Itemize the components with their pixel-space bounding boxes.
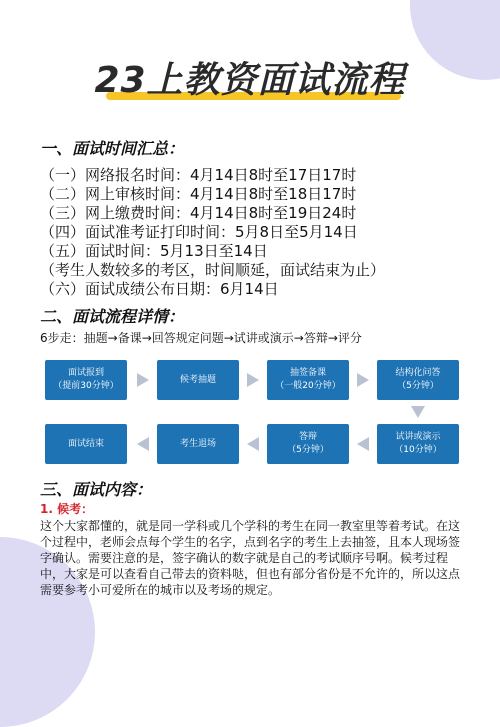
flow-box-subtitle: （提前30分钟） [53,381,119,391]
flow-box-title: 面试报到 [67,368,104,378]
schedule-item: （五）面试时间：5月13日至14日 [40,242,268,260]
schedule-list [40,166,470,299]
section-flow-details: 二、面试流程详情： [40,307,185,326]
flow-box-subtitle: （5分钟） [397,381,439,391]
content-subheading: 1. 候考： [40,502,94,516]
content-paragraph: 这个大家都懂的，就是同一学科或几个学科的考生在同一教室里等着考试。在这个过程中，老师会点每个学生的名字，点到名字的考生上去抽签，且本人现场签字确认。需要注意的是，签字确认的数字就是自己的考试顺序号啊。候考过程中，大家是可以查看自己带去的资料哒，但也有部分省份是不允许的，所以这点需要参考小可爱所在的城市以及考场的规定。 [40,519,461,597]
flow-box-title: 答辩 [298,432,317,442]
schedule-item: （考生人数较多的考区，时间顺延，面试结束为止） [40,261,386,279]
arrow-left-icon [247,437,259,451]
schedule-item: （三）网上缴费时间：4月14日8时至19日24时 [40,204,357,222]
arrow-left-icon [357,437,369,451]
steps-summary: 6步走：抽题→备课→回答规定问题→试讲或演示→答辩→评分 [40,331,362,345]
flow-box-title: 抽签备课 [289,368,326,378]
section-time-summary: 一、面试时间汇总： [40,139,185,158]
flow-box-title: 考生退场 [179,438,216,449]
flow-box-defense [267,424,349,464]
flow-box-end [45,424,127,464]
flow-box-prep [267,360,349,400]
flow-box-subtitle: （一般20分钟） [275,381,341,391]
flow-box-exit [157,424,239,464]
flow-box-subtitle: （10分钟） [394,445,442,455]
arrow-right-icon [357,373,369,387]
schedule-item: （六）面试成绩公布日期：6月14日 [40,280,279,298]
flow-diagram [45,360,465,470]
flow-box-title: 结构化问答 [395,368,441,378]
flow-box-title: 面试结束 [67,438,104,449]
schedule-item: （四）面试准考证打印时间：5月8日至5月14日 [40,223,358,241]
flow-box-title: 候考抽题 [179,374,216,385]
schedule-item: （二）网上审核时间：4月14日8时至18日17时 [40,185,357,203]
arrow-right-icon [247,373,259,387]
flow-box-title: 试讲或演示 [395,432,441,442]
arrow-down-icon [411,406,425,418]
flow-box-trial-lecture [377,424,459,464]
arrow-left-icon [137,437,149,451]
section-content: 三、面试内容： [40,480,153,499]
flow-box-draw [157,360,239,400]
flow-box-subtitle: （5分钟） [287,445,329,455]
page-title: 23上教资面试流程 [94,60,406,101]
arrow-right-icon [137,373,149,387]
schedule-item: （一）网络报名时间：4月14日8时至17日17时 [40,166,357,184]
flow-box-structured-qa [377,360,459,400]
flow-box-checkin [45,360,127,400]
